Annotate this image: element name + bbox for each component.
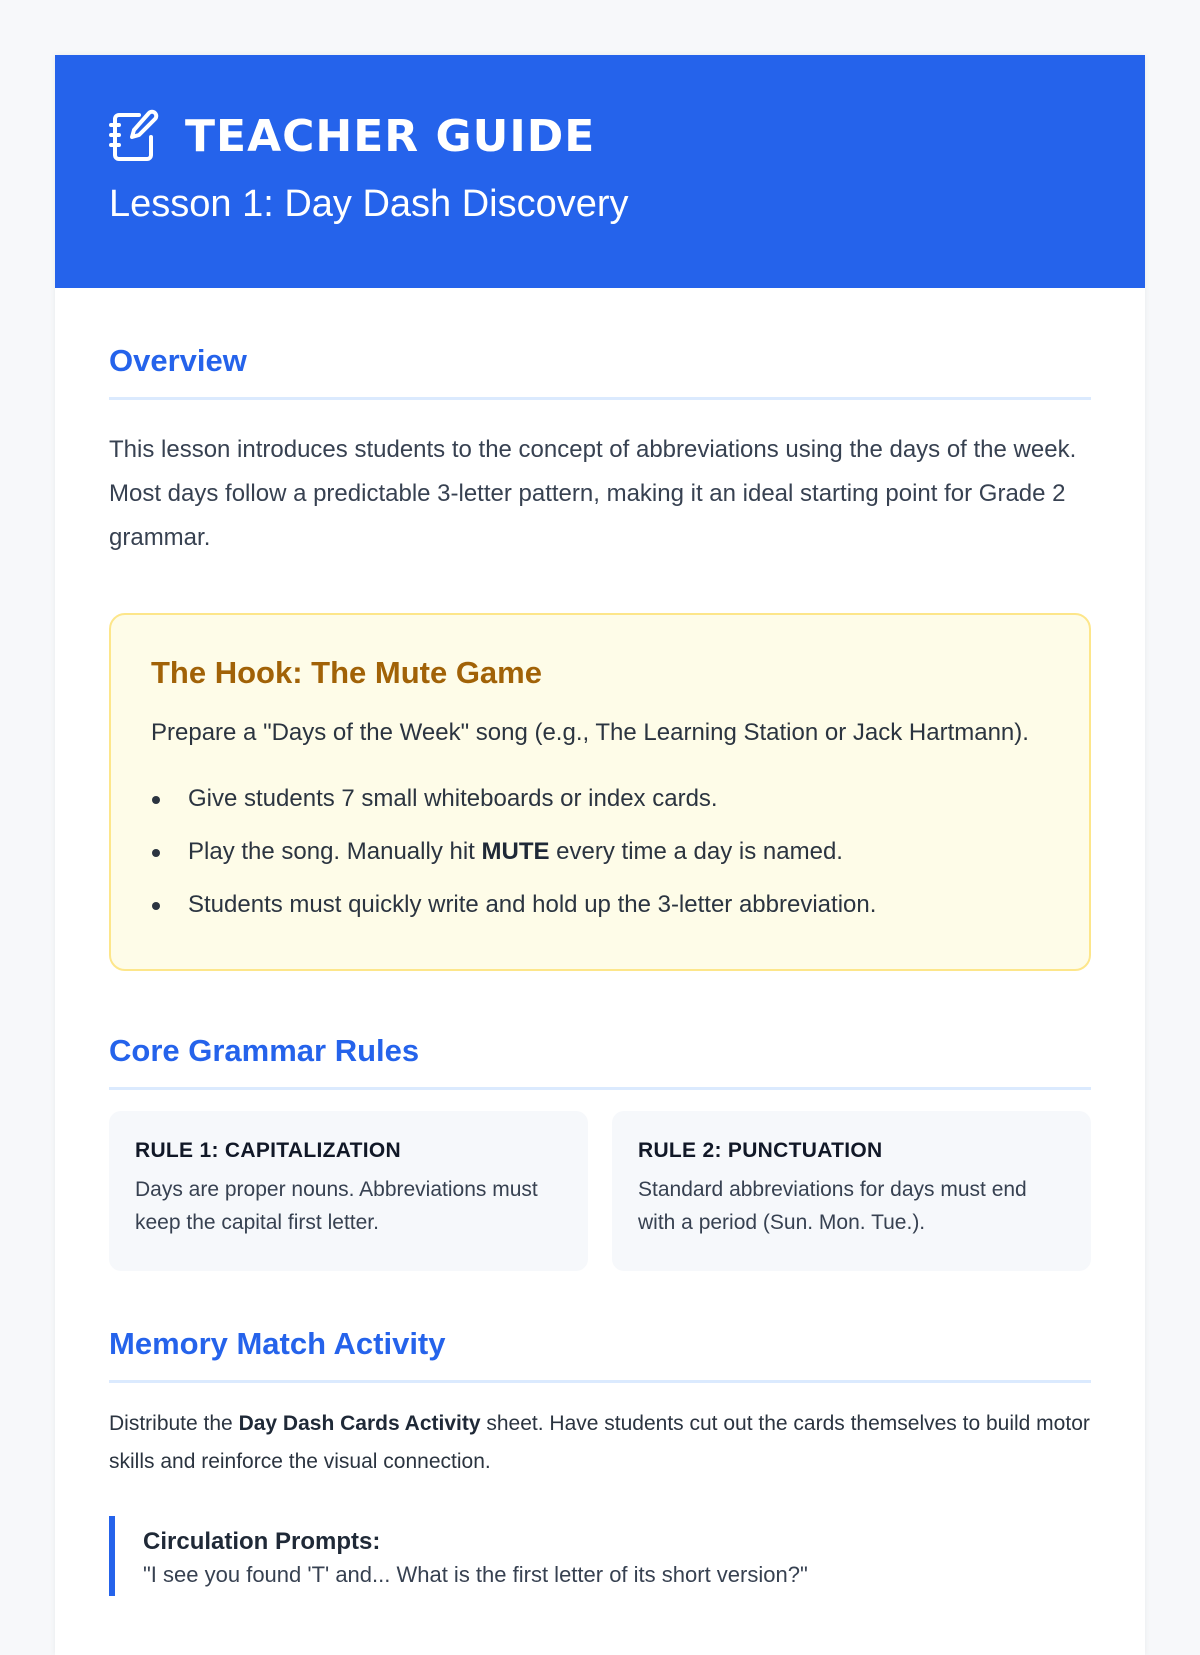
hook-heading: The Hook: The Mute Game [151,655,542,690]
memory-match-text [109,1405,1091,1481]
page-title: TEACHER GUIDE [185,110,596,162]
prompts-text: "I see you found 'T' and... What is the first letter of its short version?" [143,1562,808,1587]
rule-card-punctuation [612,1111,1091,1271]
memory-match-heading: Memory Match Activity [109,1326,1091,1383]
prompts-heading: Circulation Prompts: [143,1528,381,1555]
hook-intro: Prepare a "Days of the Week" song (e.g., The Learning Station or Jack Hartmann). [151,719,1029,746]
rule-card-capitalization [109,1111,588,1271]
match-text-a: Distribute the [109,1412,239,1435]
hook-step-2-text-a: Play the song. Manually hit [188,838,482,865]
hook-step-3: Students must quickly write and hold up the 3-letter abbreviation. [151,878,1049,931]
hook-step-1: Give students 7 small whiteboards or index cards. [151,772,1049,825]
lesson-subtitle: Lesson 1: Day Dash Discovery [109,183,629,225]
rule-1-heading: RULE 1: CAPITALIZATION [135,1139,401,1162]
match-text-b: sheet. Have students cut out the cards themselves to build motor skills and reinforce the visual connection. [109,1412,1090,1473]
hook-step-2-bold: MUTE [481,838,550,865]
overview-text: This lesson introduces students to the concept of abbreviations using the days of the week. Most days follow a predictable 3-letter pattern, making it an ideal starting point for Grade 2 grammar. [109,436,1077,551]
guide-page [55,55,1145,1655]
overview-heading: Overview [109,343,1091,400]
rules-heading: Core Grammar Rules [109,1033,1091,1090]
guide-header [55,55,1145,288]
hook-callout [109,613,1091,971]
notebook-pen-icon [109,109,159,163]
rule-2-heading: RULE 2: PUNCTUATION [638,1139,883,1162]
guide-content [55,343,1145,1596]
hook-steps-list [151,772,1049,931]
rule-2-text: Standard abbreviations for days must end with a period (Sun. Mon. Tue.). [638,1178,1027,1234]
hook-step-2 [151,825,1049,878]
hook-step-2-text-b: every time a day is named. [549,838,843,865]
header-title-row [109,107,1091,165]
rules-grid [109,1111,1091,1271]
circulation-prompts-callout [109,1516,1091,1596]
match-text-bold: Day Dash Cards Activity [238,1412,481,1435]
rule-1-text: Days are proper nouns. Abbreviations must keep the capital first letter. [135,1178,538,1234]
